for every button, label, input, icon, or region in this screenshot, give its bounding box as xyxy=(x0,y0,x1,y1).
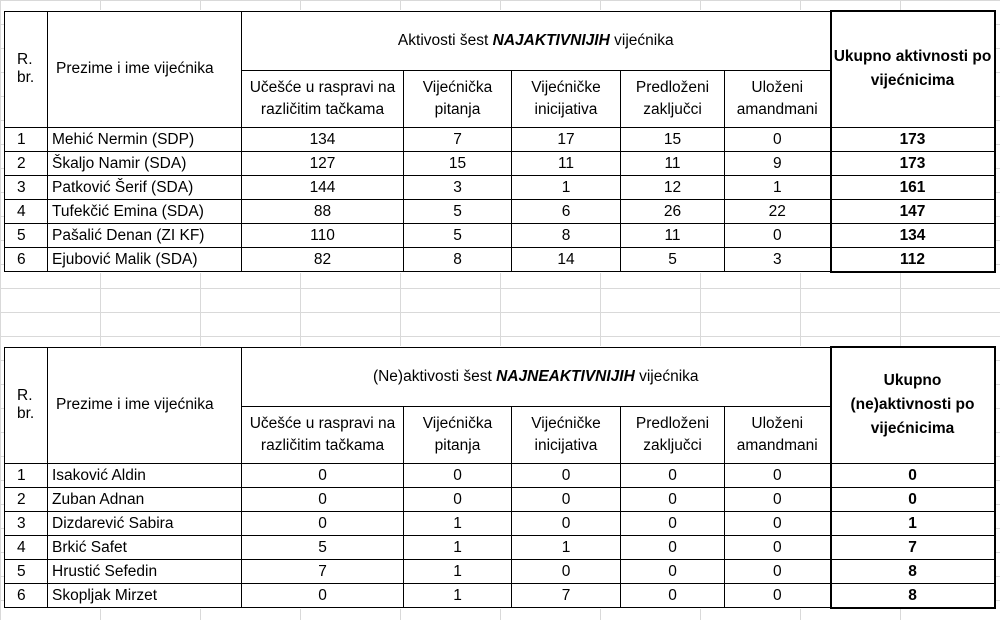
conclusions-cell[interactable]: 11 xyxy=(621,223,725,247)
table-row xyxy=(5,463,995,487)
row-number-cell[interactable]: 5 xyxy=(5,559,48,583)
amendments-cell[interactable]: 0 xyxy=(725,223,831,247)
councillor-name-cell[interactable]: Patković Šerif (SDA) xyxy=(48,175,242,199)
conclusions-cell[interactable]: 12 xyxy=(621,175,725,199)
amendments-cell[interactable]: 0 xyxy=(725,583,831,608)
conclusions-cell[interactable]: 0 xyxy=(621,487,725,511)
questions-cell[interactable]: 1 xyxy=(404,511,512,535)
row-number-cell[interactable]: 4 xyxy=(5,199,48,223)
total-cell[interactable]: 8 xyxy=(831,583,995,608)
col-header-debate[interactable]: Učešće u raspravi na različitim tačkama xyxy=(242,70,404,127)
total-cell[interactable]: 112 xyxy=(831,247,995,272)
amendments-cell[interactable]: 0 xyxy=(725,511,831,535)
total-cell[interactable]: 161 xyxy=(831,175,995,199)
initiatives-cell[interactable]: 0 xyxy=(512,559,621,583)
total-cell[interactable]: 134 xyxy=(831,223,995,247)
table-row xyxy=(5,583,995,608)
total-cell[interactable]: 0 xyxy=(831,463,995,487)
conclusions-cell[interactable]: 0 xyxy=(621,463,725,487)
group-header[interactable]: (Ne)aktivosti šest NAJNEAKTIVNIJIH vijećnika xyxy=(242,347,831,406)
initiatives-cell[interactable]: 6 xyxy=(512,199,621,223)
amendments-cell[interactable]: 0 xyxy=(725,487,831,511)
councillor-name-cell[interactable]: Dizdarević Sabira xyxy=(48,511,242,535)
initiatives-cell[interactable]: 14 xyxy=(512,247,621,272)
col-header-amendments[interactable]: Uloženi amandmani xyxy=(725,406,831,463)
name-header[interactable]: Prezime i ime vijećnika xyxy=(48,347,242,463)
group-header[interactable]: Aktivosti šest NAJAKTIVNIJIH vijećnika xyxy=(242,11,831,70)
questions-cell[interactable]: 1 xyxy=(404,583,512,608)
table-row xyxy=(5,511,995,535)
councillor-name-cell[interactable]: Škaljo Namir (SDA) xyxy=(48,151,242,175)
debate-cell[interactable]: 0 xyxy=(242,487,404,511)
questions-cell[interactable]: 3 xyxy=(404,175,512,199)
table-row xyxy=(5,199,995,223)
initiatives-cell[interactable]: 7 xyxy=(512,583,621,608)
total-cell[interactable]: 7 xyxy=(831,535,995,559)
table-row xyxy=(5,151,995,175)
debate-cell[interactable]: 5 xyxy=(242,535,404,559)
conclusions-cell[interactable]: 0 xyxy=(621,559,725,583)
debate-cell[interactable]: 127 xyxy=(242,151,404,175)
conclusions-cell[interactable]: 26 xyxy=(621,199,725,223)
debate-cell[interactable]: 110 xyxy=(242,223,404,247)
amendments-cell[interactable]: 9 xyxy=(725,151,831,175)
initiatives-cell[interactable]: 1 xyxy=(512,535,621,559)
amendments-cell[interactable]: 0 xyxy=(725,463,831,487)
col-header-questions[interactable]: Vijećnička pitanja xyxy=(404,70,512,127)
questions-cell[interactable]: 0 xyxy=(404,487,512,511)
total-cell[interactable]: 147 xyxy=(831,199,995,223)
total-cell[interactable]: 8 xyxy=(831,559,995,583)
col-header-conclusions[interactable]: Predloženi zaključci xyxy=(621,70,725,127)
councillor-name-cell[interactable]: Ejubović Malik (SDA) xyxy=(48,247,242,272)
questions-cell[interactable]: 5 xyxy=(404,223,512,247)
row-number-cell[interactable]: 6 xyxy=(5,583,48,608)
councillor-name-cell[interactable]: Pašalić Denan (ZI KF) xyxy=(48,223,242,247)
total-cell[interactable]: 0 xyxy=(831,487,995,511)
conclusions-cell[interactable]: 15 xyxy=(621,127,725,151)
conclusions-cell[interactable]: 11 xyxy=(621,151,725,175)
councillor-name-cell[interactable]: Zuban Adnan xyxy=(48,487,242,511)
conclusions-cell[interactable]: 0 xyxy=(621,583,725,608)
conclusions-cell[interactable]: 5 xyxy=(621,247,725,272)
debate-cell[interactable]: 0 xyxy=(242,463,404,487)
questions-cell[interactable]: 1 xyxy=(404,535,512,559)
col-header-conclusions[interactable]: Predloženi zaključci xyxy=(621,406,725,463)
row-number-cell[interactable]: 3 xyxy=(5,511,48,535)
table-row xyxy=(5,487,995,511)
questions-cell[interactable]: 0 xyxy=(404,463,512,487)
name-header[interactable]: Prezime i ime vijećnika xyxy=(48,11,242,127)
councillor-name-cell[interactable]: Tufekčić Emina (SDA) xyxy=(48,199,242,223)
total-header[interactable]: Ukupno aktivnosti po vijećnicima xyxy=(831,11,995,127)
amendments-cell[interactable]: 0 xyxy=(725,535,831,559)
questions-cell[interactable]: 5 xyxy=(404,199,512,223)
col-header-questions[interactable]: Vijećnička pitanja xyxy=(404,406,512,463)
total-header[interactable]: Ukupno (ne)aktivnosti po vijećnicima xyxy=(831,347,995,463)
conclusions-cell[interactable]: 0 xyxy=(621,535,725,559)
table-row xyxy=(5,175,995,199)
table-row xyxy=(5,247,995,272)
table-row xyxy=(5,223,995,247)
debate-cell[interactable]: 7 xyxy=(242,559,404,583)
amendments-cell[interactable]: 0 xyxy=(725,127,831,151)
row-number-cell[interactable]: 6 xyxy=(5,247,48,272)
row-number-cell[interactable]: 5 xyxy=(5,223,48,247)
rbr-header[interactable]: R. br. xyxy=(5,11,48,127)
total-cell[interactable]: 1 xyxy=(831,511,995,535)
bottom-inactivity-table xyxy=(4,346,996,609)
councillor-name-cell[interactable]: Brkić Safet xyxy=(48,535,242,559)
questions-cell[interactable]: 15 xyxy=(404,151,512,175)
initiatives-cell[interactable]: 0 xyxy=(512,463,621,487)
row-number-cell[interactable]: 1 xyxy=(5,127,48,151)
questions-cell[interactable]: 7 xyxy=(404,127,512,151)
row-number-cell[interactable]: 3 xyxy=(5,175,48,199)
initiatives-cell[interactable]: 8 xyxy=(512,223,621,247)
table-row xyxy=(5,559,995,583)
questions-cell[interactable]: 1 xyxy=(404,559,512,583)
debate-cell[interactable]: 144 xyxy=(242,175,404,199)
total-cell[interactable]: 173 xyxy=(831,127,995,151)
initiatives-cell[interactable]: 17 xyxy=(512,127,621,151)
col-header-amendments[interactable]: Uloženi amandmani xyxy=(725,70,831,127)
table-row xyxy=(5,127,995,151)
councillor-name-cell[interactable]: Isaković Aldin xyxy=(48,463,242,487)
conclusions-cell[interactable]: 0 xyxy=(621,511,725,535)
col-header-debate[interactable]: Učešće u raspravi na različitim tačkama xyxy=(242,406,404,463)
rbr-header[interactable]: R. br. xyxy=(5,347,48,463)
initiatives-cell[interactable]: 11 xyxy=(512,151,621,175)
initiatives-cell[interactable]: 0 xyxy=(512,487,621,511)
questions-cell[interactable]: 8 xyxy=(404,247,512,272)
amendments-cell[interactable]: 0 xyxy=(725,559,831,583)
debate-cell[interactable]: 0 xyxy=(242,511,404,535)
debate-cell[interactable]: 0 xyxy=(242,583,404,608)
amendments-cell[interactable]: 3 xyxy=(725,247,831,272)
councillor-name-cell[interactable]: Hrustić Sefedin xyxy=(48,559,242,583)
table-row xyxy=(5,535,995,559)
row-number-cell[interactable]: 2 xyxy=(5,487,48,511)
initiatives-cell[interactable]: 1 xyxy=(512,175,621,199)
top-activity-table xyxy=(4,10,996,273)
row-number-cell[interactable]: 2 xyxy=(5,151,48,175)
col-header-initiatives[interactable]: Vijećničke inicijativa xyxy=(512,406,621,463)
councillor-name-cell[interactable]: Mehić Nermin (SDP) xyxy=(48,127,242,151)
debate-cell[interactable]: 134 xyxy=(242,127,404,151)
debate-cell[interactable]: 88 xyxy=(242,199,404,223)
col-header-initiatives[interactable]: Vijećničke inicijativa xyxy=(512,70,621,127)
initiatives-cell[interactable]: 0 xyxy=(512,511,621,535)
amendments-cell[interactable]: 1 xyxy=(725,175,831,199)
row-number-cell[interactable]: 1 xyxy=(5,463,48,487)
total-cell[interactable]: 173 xyxy=(831,151,995,175)
councillor-name-cell[interactable]: Skopljak Mirzet xyxy=(48,583,242,608)
debate-cell[interactable]: 82 xyxy=(242,247,404,272)
row-number-cell[interactable]: 4 xyxy=(5,535,48,559)
amendments-cell[interactable]: 22 xyxy=(725,199,831,223)
